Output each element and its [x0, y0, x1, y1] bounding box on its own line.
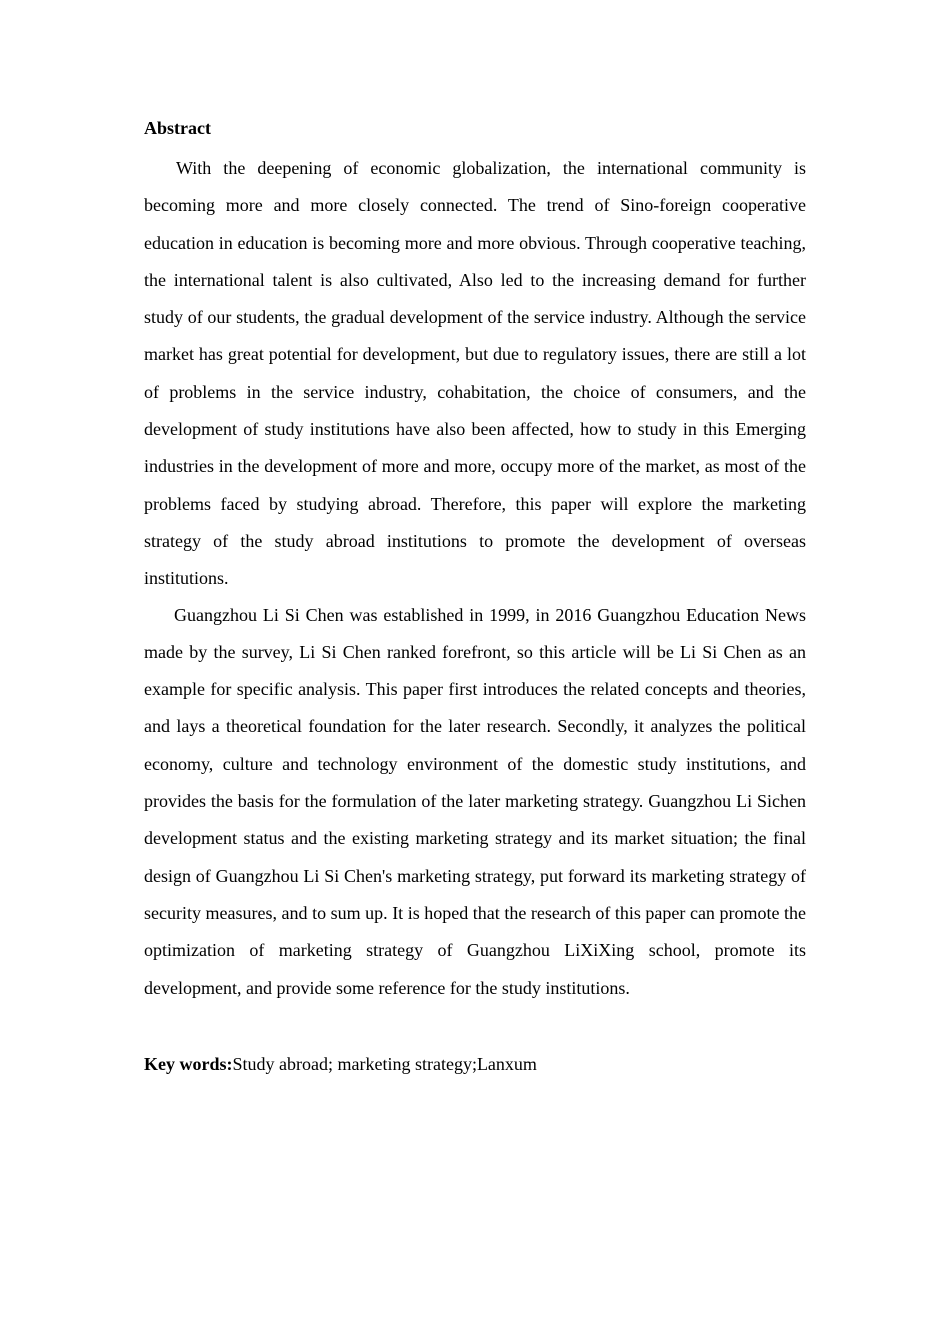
document-page	[144, 114, 806, 1078]
abstract-paragraph-1: With the deepening of economic globalization, the international community is becoming more and more closely connected. The trend of Sino-foreign cooperative education in education is becoming more and more obvious. Through cooperative teaching, the international talent is also cultivated, Also led to the increasing demand for further study of our students, the gradual development of the service industry. Although the service market has great potential for development, but due to regulatory issues, there are still a lot of problems in the service industry, cohabitation, the choice of consumers, and the development of study institutions have also been affected, how to study in this Emerging industries in the development of more and more, occupy more of the market, as most of the problems faced by studying abroad. Therefore, this paper will explore the marketing strategy of the study abroad institutions to promote the development of overseas institutions.	[144, 158, 806, 589]
abstract-paragraph-2: Guangzhou Li Si Chen was established in 1999, in 2016 Guangzhou Education News made by the survey, Li Si Chen ranked forefront, so this article will be Li Si Chen as an example for specific analysis. This paper first introduces the related concepts and theories, and lays a theoretical foundation for the later research. Secondly, it analyzes the political economy, culture and technology environment of the domestic study institutions, and provides the basis for the formulation of the later marketing strategy. Guangzhou Li Sichen development status and the existing marketing strategy and its market situation; the final design of Guangzhou Li Si Chen's marketing strategy, put forward its marketing strategy of security measures, and to sum up. It is hoped that the research of this paper can promote the optimization of marketing strategy of Guangzhou LiXiXing school, promote its development, and provide some reference for the study institutions.	[144, 604, 806, 998]
keywords-value: Study abroad; marketing strategy;Lanxum	[232, 1053, 537, 1074]
keywords-line	[144, 1050, 806, 1078]
abstract-heading: Abstract	[144, 118, 211, 138]
keywords-label: Key words:	[144, 1053, 233, 1074]
